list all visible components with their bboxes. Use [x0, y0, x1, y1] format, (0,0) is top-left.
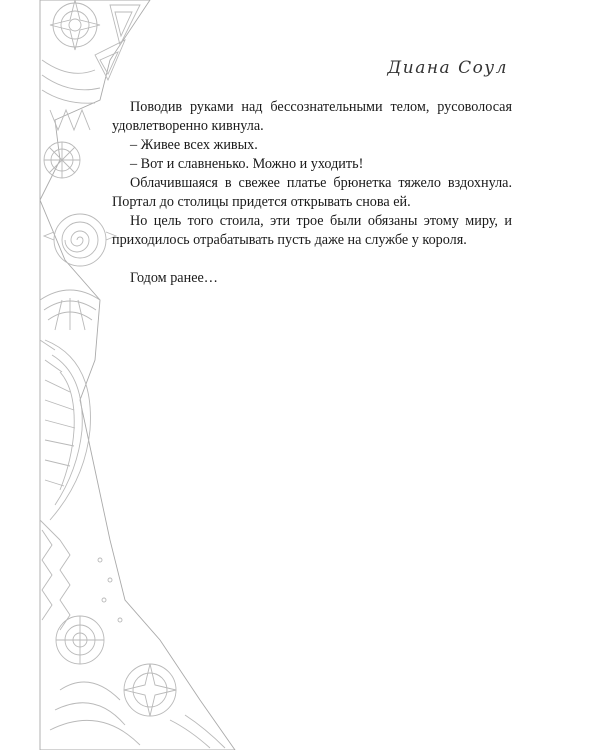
running-header-author: Диана Соул	[387, 58, 508, 78]
scene-heading: Годом ранее…	[130, 270, 218, 286]
body-text	[112, 98, 512, 288]
paragraph: Поводив руками над бессознательными телом, русоволосая удовлетворенно кивнула.	[112, 99, 512, 134]
paragraph: – Вот и славненько. Можно и уходить!	[130, 156, 364, 172]
paragraph: – Живее всех живых.	[130, 137, 258, 153]
paragraph: Но цель того стоила, эти трое были обязаны этому миру, и приходилось отрабатывать пусть даже на службе у короля.	[112, 213, 512, 248]
paragraph: Облачившаяся в свежее платье брюнетка тяжело вздохнула. Портал до столицы придется открывать снова ей.	[112, 175, 512, 210]
